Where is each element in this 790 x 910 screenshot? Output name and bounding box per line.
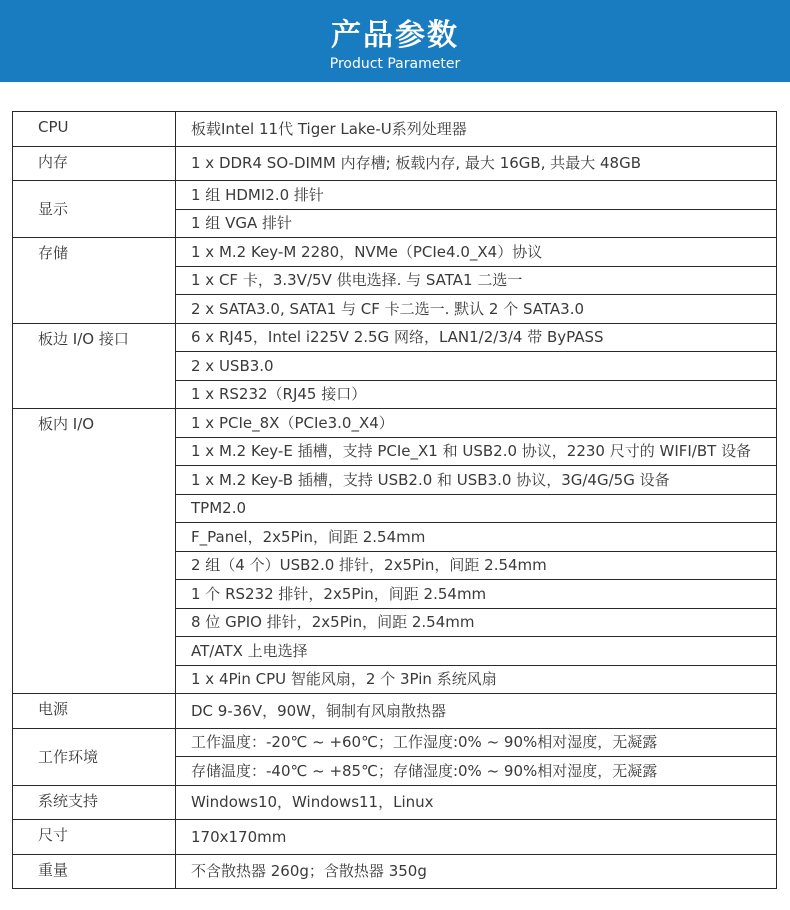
spec-category: 显示 [13,181,176,238]
spec-row [13,854,777,889]
spec-category: 重量 [13,854,176,889]
spec-category: CPU [13,112,176,147]
spec-value: 存储温度：-40℃ ~ +85℃；存储湿度:0% ~ 90%相对湿度，无凝露 [176,757,777,786]
spec-category: 板内 I/O [13,409,176,694]
spec-value: 1 x 4Pin CPU 智能风扇，2 个 3Pin 系统风扇 [176,665,777,694]
spec-value: 1 x PCIe_8X（PCIe3.0_X4） [176,409,777,438]
spec-category: 电源 [13,694,176,729]
spec-value: 1 x M.2 Key-M 2280，NVMe（PCIe4.0_X4）协议 [176,238,777,267]
spec-value: 1 x DDR4 SO-DIMM 内存槽; 板载内存, 最大 16GB, 共最大 48GB [176,146,777,181]
page-title: 产品参数 [331,18,459,53]
spec-category: 工作环境 [13,728,176,785]
spec-value: AT/ATX 上电选择 [176,637,777,666]
spec-row [13,820,777,855]
spec-value: 1 组 VGA 排针 [176,209,777,238]
spec-table [12,111,777,889]
spec-row [13,728,777,757]
spec-value: Windows10，Windows11，Linux [176,785,777,820]
spec-value: TPM2.0 [176,494,777,523]
header-banner [0,0,790,82]
spec-value: 2 x USB3.0 [176,352,777,381]
spec-value: 工作温度：-20℃ ~ +60℃；工作湿度:0% ~ 90%相对湿度，无凝露 [176,728,777,757]
spec-row [13,112,777,147]
page-subtitle: Product Parameter [329,56,461,72]
spec-category: 板边 I/O 接口 [13,323,176,409]
spec-value: 1 x M.2 Key-B 插槽，支持 USB2.0 和 USB3.0 协议，3G/4G/5G 设备 [176,466,777,495]
spec-value: 1 x RS232（RJ45 接口） [176,380,777,409]
spec-row [13,694,777,729]
spec-category: 内存 [13,146,176,181]
spec-row [13,323,777,352]
spec-row [13,146,777,181]
spec-row [13,181,777,210]
spec-row [13,238,777,267]
spec-value: 170x170mm [176,820,777,855]
spec-value: 1 x CF 卡，3.3V/5V 供电选择. 与 SATA1 二选一 [176,266,777,295]
spec-value: 板载Intel 11代 Tiger Lake-U系列处理器 [176,112,777,147]
spec-value: 不含散热器 260g；含散热器 350g [176,854,777,889]
spec-value: 1 个 RS232 排针，2x5Pin，间距 2.54mm [176,580,777,609]
spec-row [13,785,777,820]
spec-value: 1 组 HDMI2.0 排针 [176,181,777,210]
spec-value: 2 组（4 个）USB2.0 排针，2x5Pin，间距 2.54mm [176,551,777,580]
spec-value: 6 x RJ45，Intel i225V 2.5G 网络，LAN1/2/3/4 带 ByPASS [176,323,777,352]
spec-row [13,409,777,438]
spec-value: 8 位 GPIO 排针，2x5Pin，间距 2.54mm [176,608,777,637]
spec-value: DC 9-36V，90W，铜制有风扇散热器 [176,694,777,729]
spec-value: 2 x SATA3.0, SATA1 与 CF 卡二选一. 默认 2 个 SATA3.0 [176,295,777,324]
spec-category: 尺寸 [13,820,176,855]
spec-category: 存储 [13,238,176,324]
spec-category: 系统支持 [13,785,176,820]
spec-value: 1 x M.2 Key-E 插槽，支持 PCIe_X1 和 USB2.0 协议，2230 尺寸的 WIFI/BT 设备 [176,437,777,466]
spec-value: F_Panel，2x5Pin，间距 2.54mm [176,523,777,552]
